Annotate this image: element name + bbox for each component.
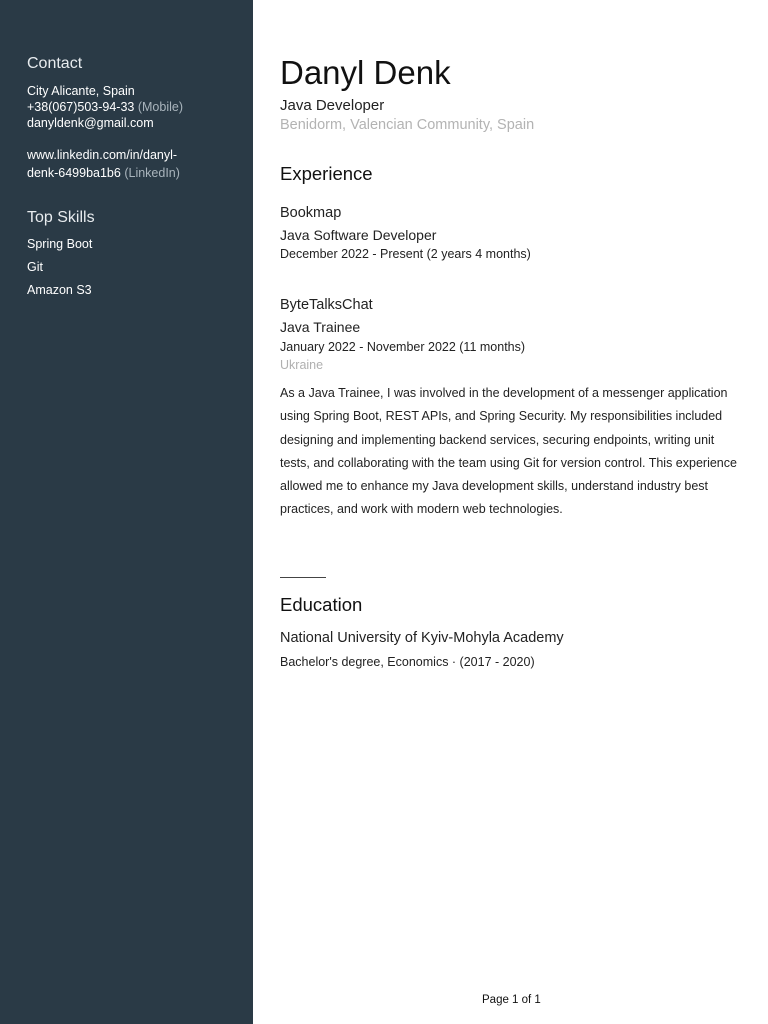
experience-title: Experience bbox=[280, 163, 373, 184]
school-name: National University of Kyiv-Mohyla Academy bbox=[280, 630, 564, 646]
job-company: Bookmap bbox=[280, 205, 342, 221]
contact-email[interactable]: danyldenk@gmail.com bbox=[27, 116, 154, 130]
job-dates: December 2022 - Present (2 years 4 months) bbox=[280, 247, 531, 261]
education-title: Education bbox=[280, 594, 363, 615]
skill-item: Spring Boot bbox=[27, 237, 93, 251]
section-divider bbox=[280, 577, 326, 578]
sidebar bbox=[0, 0, 253, 1024]
location: Benidorm, Valencian Community, Spain bbox=[280, 117, 535, 133]
job-description: As a Java Trainee, I was involved in the development of a messenger application using Spring Boot, REST APIs, and Spring Security. My responsibilities included designing and implementing backend services, securing endpoints, writing unit tests, and collaborating with the team using Git for version control. This experience allowed me to enhance my Java development skills, understand industry best practices, and work with modern web technologies. bbox=[280, 386, 737, 517]
linkedin-link-line1[interactable]: www.linkedin.com/in/danyl- bbox=[27, 148, 178, 162]
phone-type: (Mobile) bbox=[137, 100, 184, 114]
job-company: ByteTalksChat bbox=[280, 297, 373, 313]
contact-address: City Alicante, Spain bbox=[27, 84, 135, 98]
contact-phone bbox=[27, 99, 183, 115]
job-location: Ukraine bbox=[280, 358, 324, 372]
main-content bbox=[280, 0, 750, 1024]
degree-info: Bachelor's degree, Economics · (2017 - 2020) bbox=[280, 655, 535, 669]
skill-item: Git bbox=[27, 260, 43, 274]
page-number: Page 1 of 1 bbox=[482, 994, 541, 1006]
job-role: Java Trainee bbox=[280, 319, 361, 335]
job-role: Java Software Developer bbox=[280, 227, 437, 243]
skills-title: Top Skills bbox=[27, 209, 95, 226]
linkedin-handle: denk-6499ba1b6 bbox=[27, 166, 121, 180]
linkedin-type: (LinkedIn) bbox=[124, 166, 180, 180]
phone-number: +38(067)503-94-33 bbox=[27, 100, 135, 114]
linkedin-link-line2[interactable] bbox=[27, 165, 180, 181]
skill-item: Amazon S3 bbox=[27, 283, 92, 297]
person-name: Danyl Denk bbox=[280, 54, 451, 91]
job-dates: January 2022 - November 2022 (11 months) bbox=[280, 340, 526, 354]
contact-title: Contact bbox=[27, 55, 83, 72]
headline: Java Developer bbox=[280, 97, 385, 114]
